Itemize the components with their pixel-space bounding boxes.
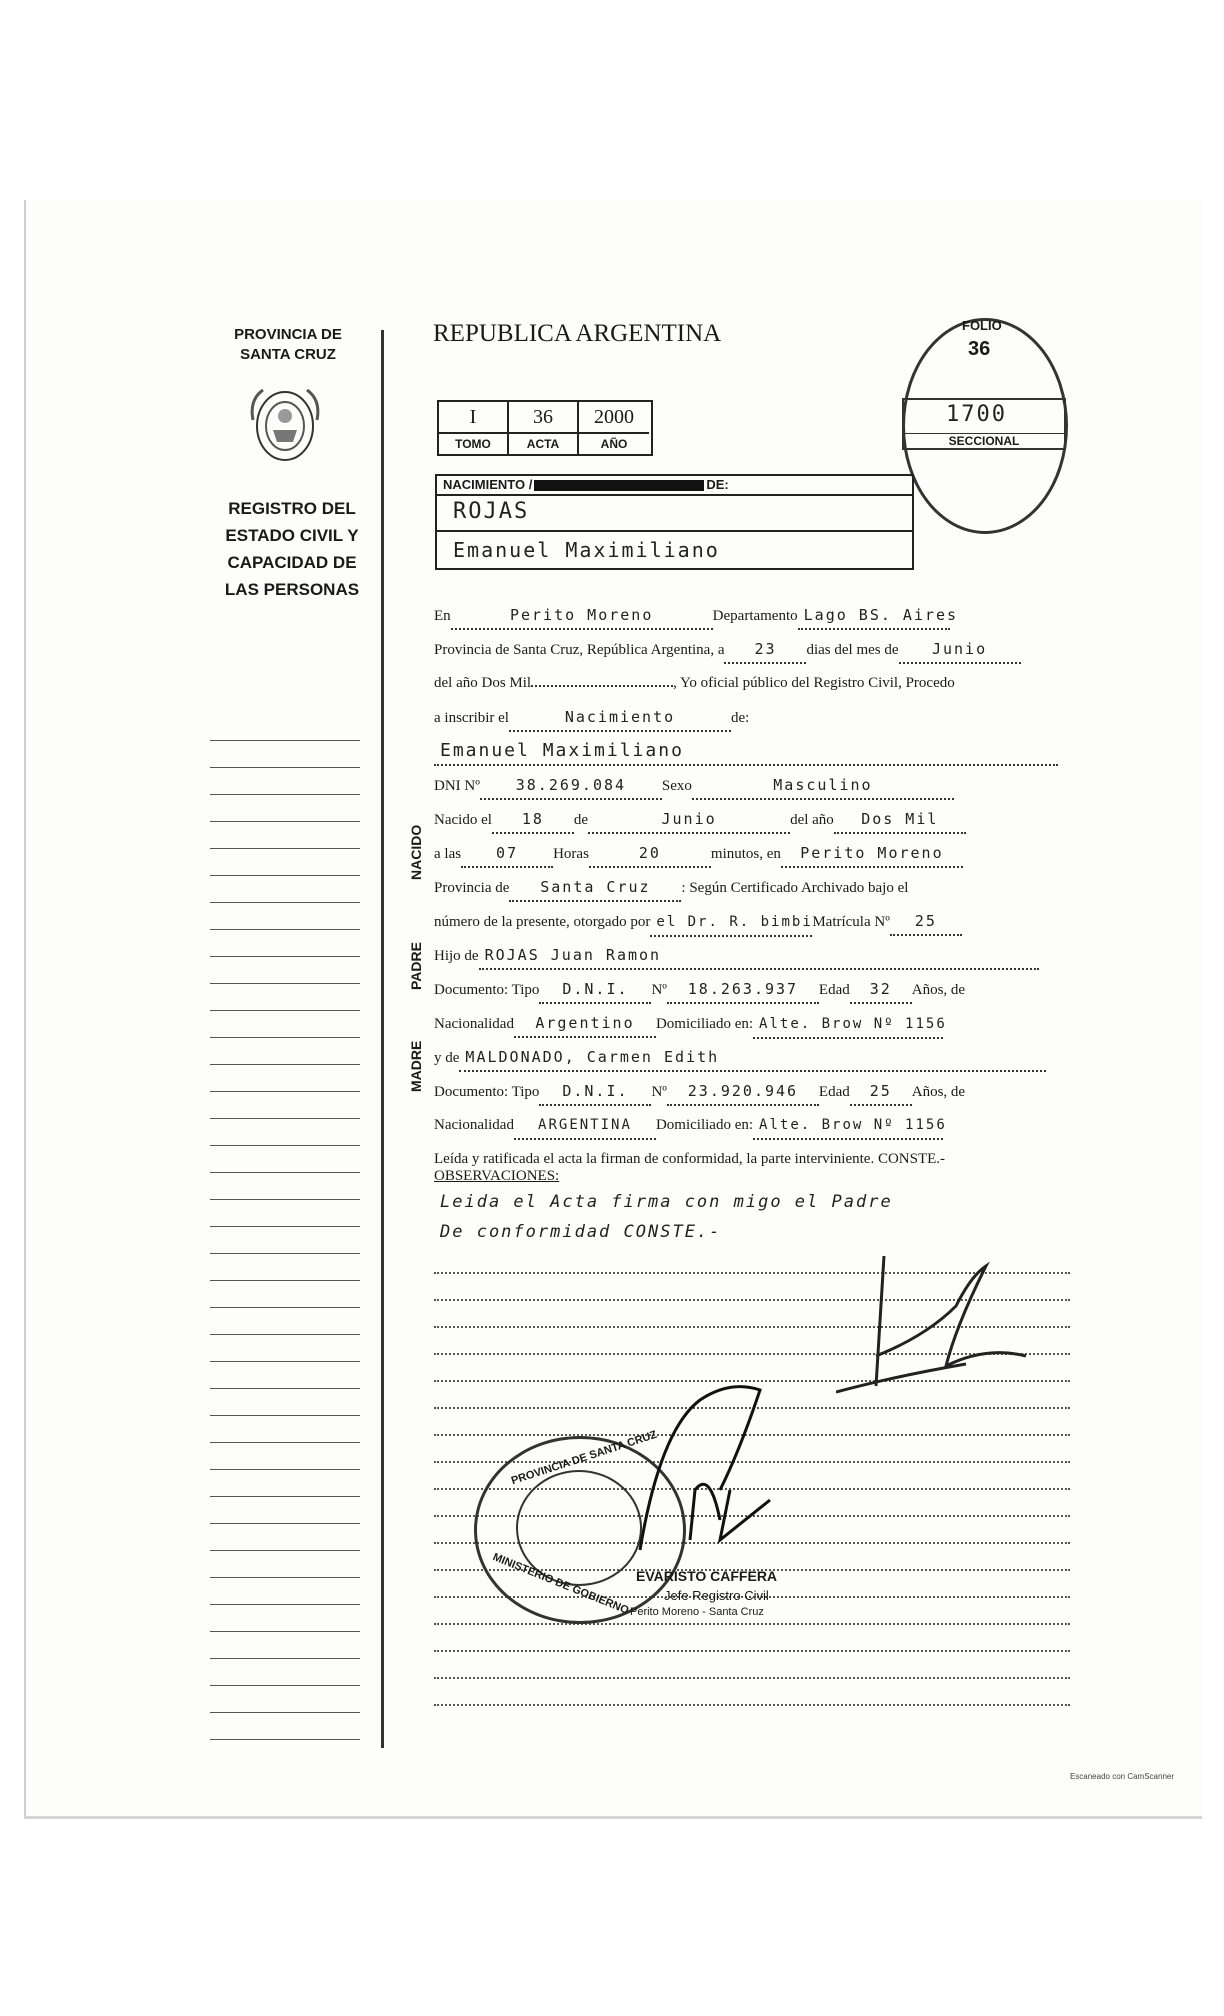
- left-rule-line: [210, 848, 360, 849]
- left-rule-line: [210, 1037, 360, 1038]
- body-line-14: y de MALDONADO, Carmen Edith: [434, 1044, 1070, 1070]
- month-value: Junio: [899, 636, 1021, 664]
- father-nationality-value: Argentino: [514, 1010, 656, 1038]
- child-name-value: Emanuel Maximiliano: [434, 738, 1058, 766]
- seccional-label: SECCIONAL: [904, 433, 1064, 448]
- tomo-label: TOMO: [439, 432, 509, 455]
- tomo-acta-box: [437, 400, 653, 456]
- observations-line-1: Leida el Acta firma con migo el Padre: [440, 1192, 893, 1212]
- left-rule-line: [210, 1253, 360, 1254]
- left-rule-line: [210, 1631, 360, 1632]
- sex-value: Masculino: [692, 772, 954, 800]
- left-rule-line: [210, 1091, 360, 1092]
- seccional-value: 1700: [946, 402, 1007, 427]
- mother-doc-number-value: 23.920.946: [667, 1078, 819, 1106]
- officer-signature-icon: [620, 1370, 790, 1560]
- mother-doc-type-value: D.N.I.: [539, 1078, 651, 1106]
- mother-address-value: Alte. Brow Nº 1156: [753, 1112, 943, 1140]
- surname-value: ROJAS: [437, 494, 912, 532]
- names-box: [435, 474, 914, 570]
- birth-province-value: Santa Cruz: [509, 874, 681, 902]
- left-rule-line: [210, 1469, 360, 1470]
- seal-bottom-text: MINISTERIO DE GOBIERNO: [491, 1551, 631, 1617]
- tomo-value: I: [439, 402, 509, 432]
- left-rule-line: [210, 1334, 360, 1335]
- left-rule-line: [210, 1577, 360, 1578]
- observation-rule-line: [434, 1704, 1070, 1706]
- body-line-10: número de la presente, otorgado por el Dr. R. bimbiMatrícula Nº 25: [434, 908, 1070, 934]
- body-line-7: Nacido el 18 de Junio del año Dos Mil: [434, 806, 1070, 832]
- left-rule-line: [210, 1280, 360, 1281]
- left-rule-line: [210, 1712, 360, 1713]
- closing-statement: Leída y ratificada el acta la firman de conformidad, la parte interviniente. CONSTE.-: [434, 1151, 946, 1167]
- day-value: 23: [724, 636, 806, 664]
- birth-label: NACIMIENTO /: [443, 477, 533, 492]
- padre-side-label: PADRE: [408, 942, 424, 990]
- left-rule-line: [210, 740, 360, 741]
- left-rule-line: [210, 902, 360, 903]
- left-rule-line: [210, 1739, 360, 1740]
- left-rule-line: [210, 1604, 360, 1605]
- place-value: Perito Moreno: [451, 602, 713, 630]
- left-rule-line: [210, 1685, 360, 1686]
- body-line-4: a inscribir el Nacimiento de:: [434, 704, 1070, 730]
- officer-title: Jefe Registro Civil: [664, 1588, 769, 1603]
- birth-day-value: 18: [492, 806, 574, 834]
- nacido-side-label: NACIDO: [408, 824, 424, 880]
- left-rule-line: [210, 1523, 360, 1524]
- father-address-value: Alte. Brow Nº 1156: [753, 1011, 943, 1039]
- registry-line-4: LAS PERSONAS: [224, 580, 360, 599]
- observation-rule-line: [434, 1623, 1070, 1625]
- left-rule-line: [210, 1496, 360, 1497]
- left-rule-line: [210, 1388, 360, 1389]
- birth-minutes-value: 20: [589, 840, 711, 868]
- dni-value: 38.269.084: [480, 772, 662, 800]
- left-rule-line: [210, 1658, 360, 1659]
- left-rule-line: [210, 1550, 360, 1551]
- left-rule-line: [210, 983, 360, 984]
- body-line-5: [434, 738, 1070, 764]
- body-line-3: del año Dos Mil , Yo oficial público del Registro Civil, Procedo: [434, 675, 955, 691]
- observations-label: OBSERVACIONES:: [434, 1168, 560, 1184]
- acta-value: 36: [509, 402, 579, 432]
- registry-line-2: ESTADO CIVIL Y: [225, 526, 359, 545]
- anio-value: 2000: [594, 406, 634, 428]
- of-label: DE:: [706, 477, 729, 492]
- parent-signature-icon: [836, 1236, 1036, 1406]
- body-line-15: Documento: Tipo D.N.I. Nº 23.920.946 Edad 25 Años, de: [434, 1078, 1070, 1104]
- scanner-watermark: Escaneado con CamScanner: [1069, 1772, 1174, 1781]
- madre-side-label: MADRE: [408, 1040, 424, 1092]
- seal-top-text: PROVINCIA DE SANTA CRUZ: [509, 1428, 659, 1488]
- observation-rule-line: [434, 1677, 1070, 1679]
- left-rule-line: [210, 821, 360, 822]
- father-doc-type-value: D.N.I.: [539, 976, 651, 1004]
- province-line-2: SANTA CRUZ: [240, 346, 336, 363]
- left-rule-line: [210, 1307, 360, 1308]
- left-rule-line: [210, 767, 360, 768]
- column-divider: [381, 330, 384, 1748]
- department-value: Lago BS. Aires: [798, 602, 950, 630]
- left-rule-line: [210, 1415, 360, 1416]
- observation-rule-line: [434, 1650, 1070, 1652]
- names-box-header: [437, 476, 912, 496]
- redaction-bar: [534, 480, 704, 491]
- father-name-value: ROJAS Juan Ramon: [479, 942, 1039, 970]
- father-doc-number-value: 18.263.937: [667, 976, 819, 1004]
- document-title: REPUBLICA ARGENTINA: [433, 320, 722, 347]
- birth-place-value: Perito Moreno: [781, 840, 963, 868]
- left-rule-line: [210, 1064, 360, 1065]
- left-rule-line: [210, 1226, 360, 1227]
- certifying-doctor-value: el Dr. R. bimbi: [650, 909, 812, 937]
- province-line-1: PROVINCIA DE: [234, 326, 342, 343]
- registry-heading: [212, 495, 372, 603]
- left-rule-line: [210, 929, 360, 930]
- observations-line-2: De conformidad CONSTE.-: [440, 1222, 722, 1242]
- officer-name: EVARISTO CAFFERA: [636, 1568, 778, 1584]
- body-line-12: Documento: Tipo D.N.I. Nº 18.263.937 Edad 32 Años, de: [434, 976, 1070, 1002]
- mother-age-value: 25: [850, 1078, 912, 1106]
- body-line-8: a las 07 Horas 20 minutos, en Perito Moreno: [434, 840, 1070, 866]
- left-rule-line: [210, 1199, 360, 1200]
- left-rule-line: [210, 1361, 360, 1362]
- left-rule-line: [210, 794, 360, 795]
- left-rule-line: [210, 875, 360, 876]
- registry-line-1: REGISTRO DEL: [228, 499, 356, 518]
- body-line-16: Nacionalidad ARGENTINA Domiciliado en: Alte. Brow Nº 1156: [434, 1112, 1070, 1138]
- body-line-1: En Perito Moreno Departamento Lago BS. Aires: [434, 602, 1070, 628]
- province-heading: [218, 325, 358, 365]
- act-type-value: Nacimiento: [509, 704, 731, 732]
- registry-line-3: CAPACIDAD DE: [227, 553, 357, 572]
- folio-value: 36: [968, 338, 991, 360]
- body-line-9: Provincia de Santa Cruz : Según Certificado Archivado bajo el: [434, 874, 1070, 900]
- left-rule-line: [210, 956, 360, 957]
- officer-place: Perito Moreno - Santa Cruz: [630, 1606, 764, 1618]
- body-line-6: DNI Nº 38.269.084 Sexo Masculino: [434, 772, 1070, 798]
- acta-label: ACTA: [509, 432, 579, 455]
- left-rule-line: [210, 1010, 360, 1011]
- body-line-11: Hijo de ROJAS Juan Ramon: [434, 942, 1070, 968]
- mother-name-value: MALDONADO, Carmen Edith: [459, 1044, 1046, 1072]
- body-line-2: Provincia de Santa Cruz, República Argentina, a 23 dias del mes de Junio: [434, 636, 1070, 662]
- folio-label: FOLIO: [962, 318, 1002, 333]
- left-rule-line: [210, 1145, 360, 1146]
- left-rule-line: [210, 1442, 360, 1443]
- province-coat-of-arms-icon: [245, 380, 325, 472]
- left-rule-line: [210, 1172, 360, 1173]
- mother-nationality-value: ARGENTINA: [514, 1112, 656, 1140]
- license-number-value: 25: [890, 908, 962, 936]
- seccional-box: [902, 398, 1066, 450]
- given-names-value: Emanuel Maximiliano: [453, 538, 720, 562]
- left-rule-line: [210, 1118, 360, 1119]
- birth-month-value: Junio: [588, 806, 790, 834]
- father-age-value: 32: [850, 976, 912, 1004]
- body-line-13: Nacionalidad Argentino Domiciliado en: Alte. Brow Nº 1156: [434, 1010, 1070, 1036]
- birth-year-value: Dos Mil: [834, 806, 966, 834]
- birth-hour-value: 07: [461, 840, 553, 868]
- anio-label: AÑO: [579, 432, 649, 455]
